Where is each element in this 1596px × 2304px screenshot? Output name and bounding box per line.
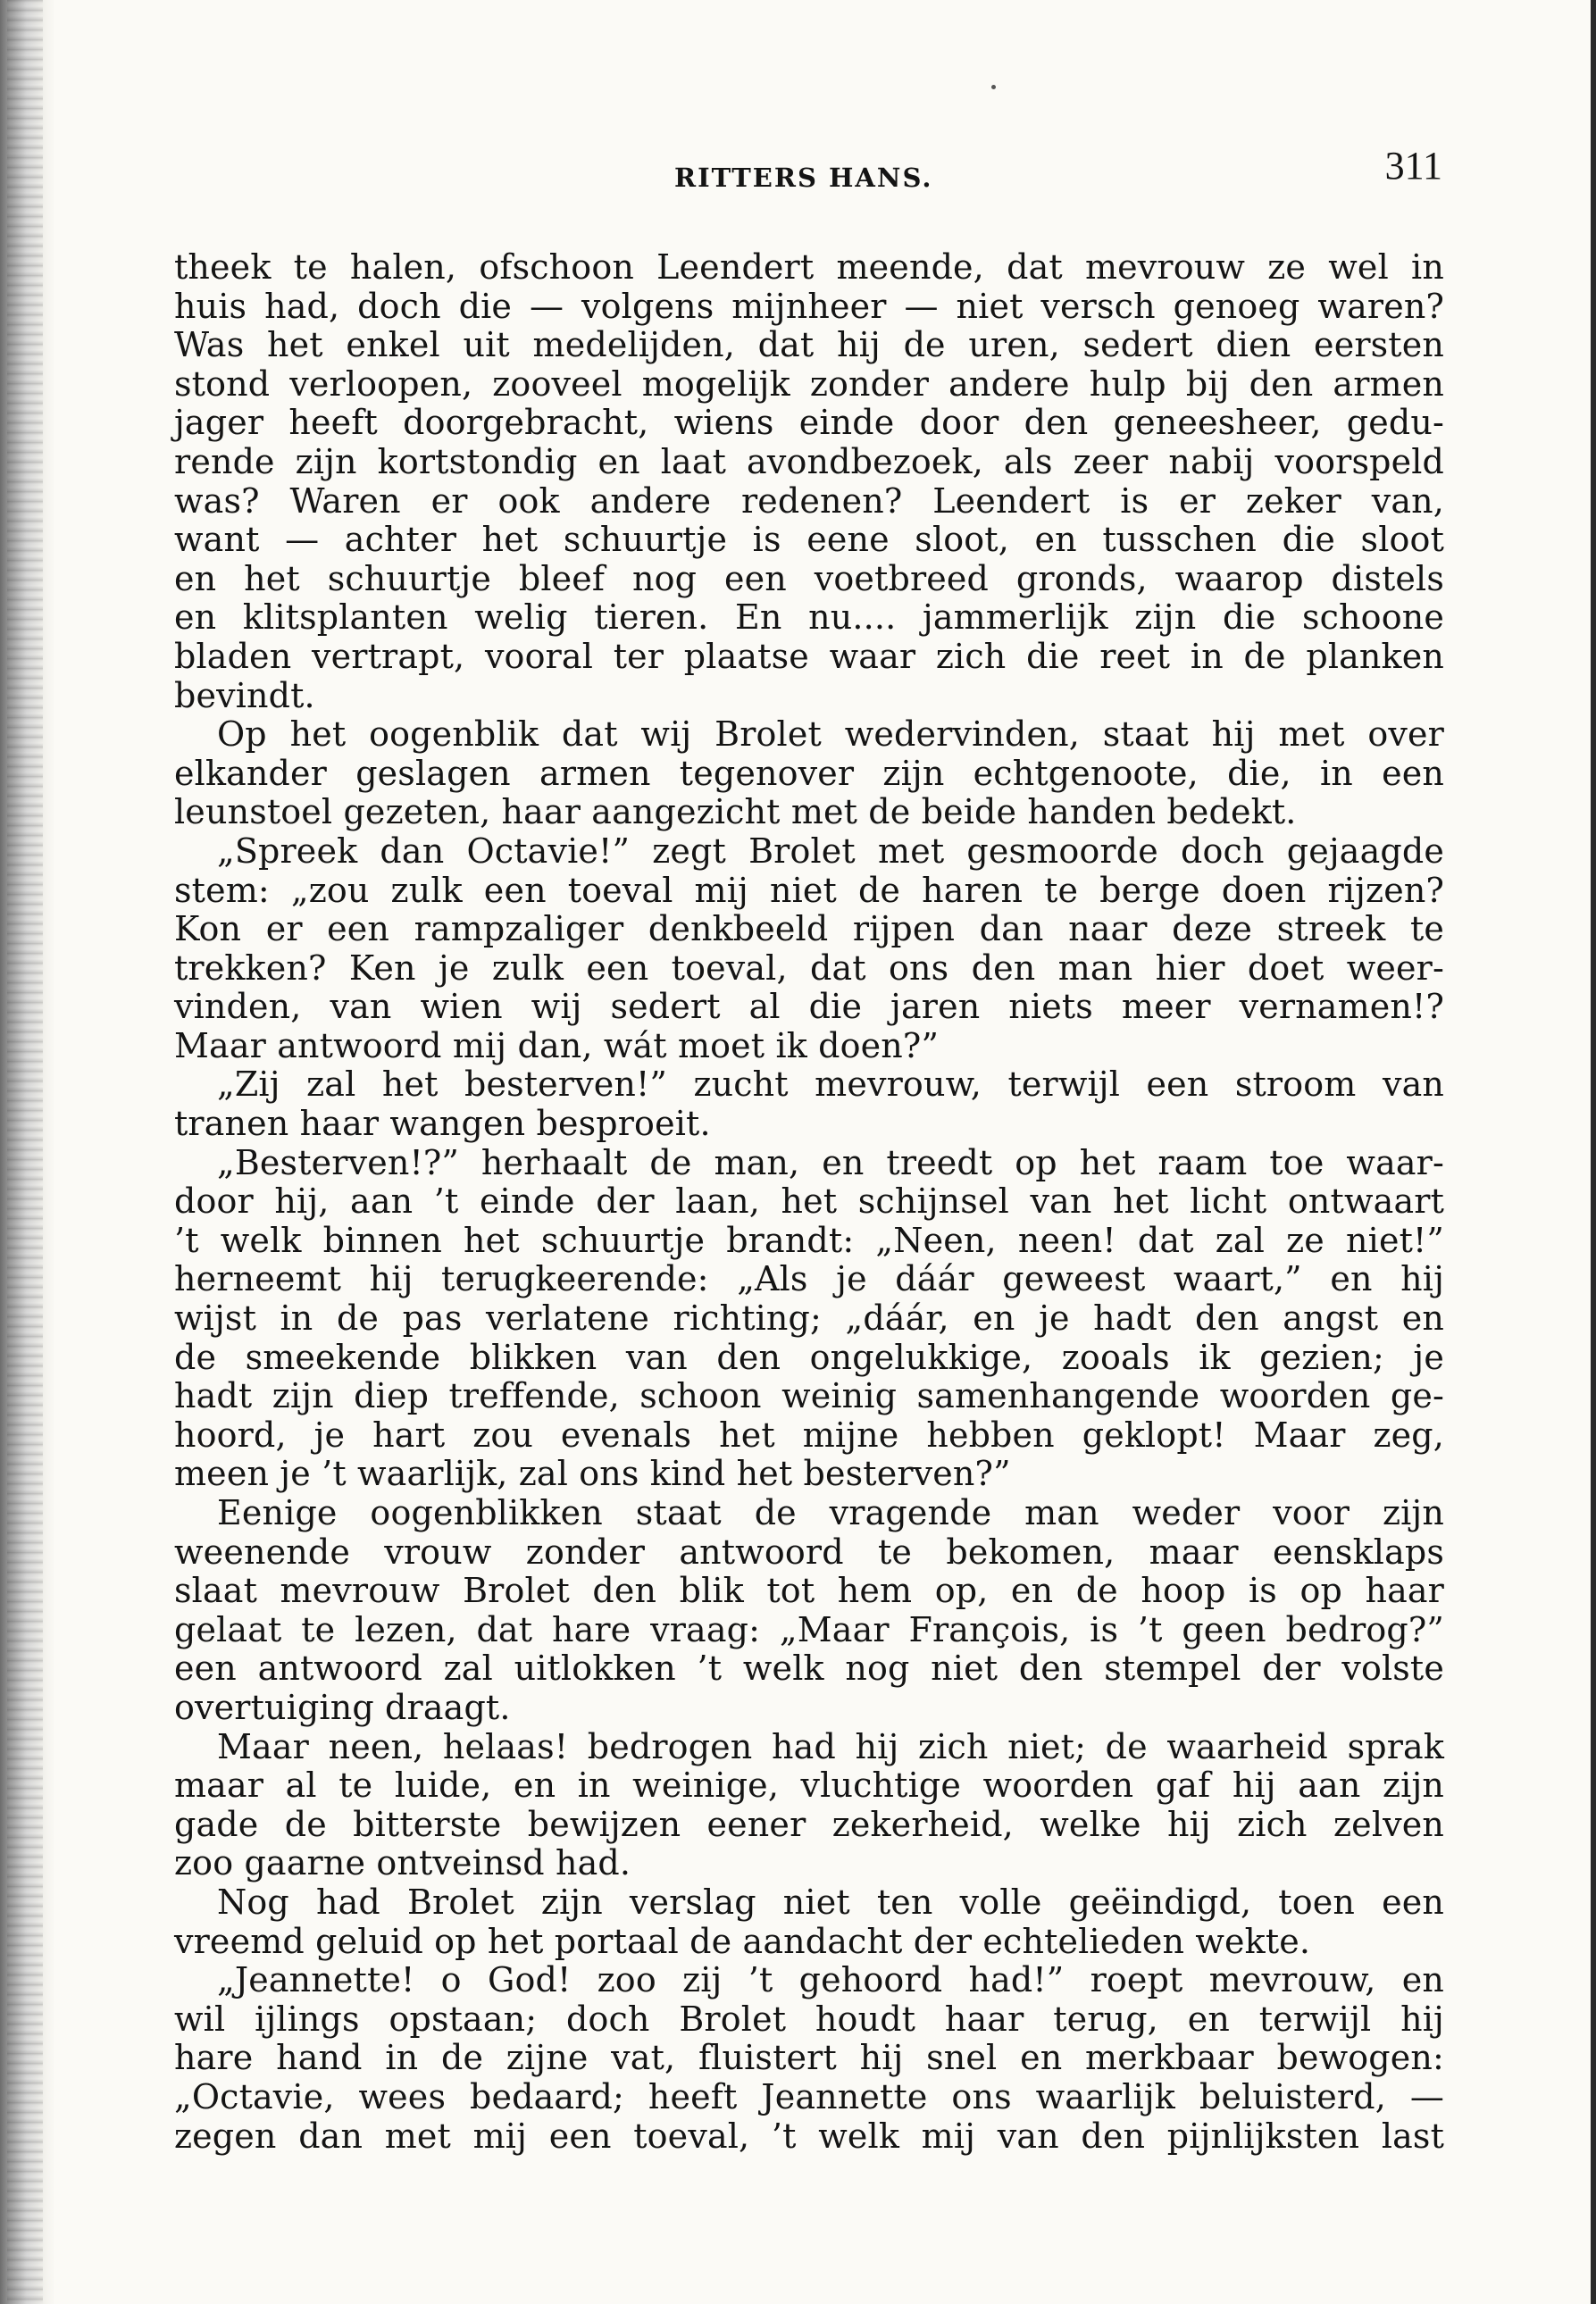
text-line: weenende vrouw zonder antwoord te bekomen, maar eensklaps — [174, 1532, 1444, 1572]
text-line: vreemd geluid op het portaal de aandacht der echtelieden wekte. — [174, 1921, 1311, 1961]
text-line: ’t welk binnen het schuurtje brandt: „Neen, neen! dat zal ze niet!” — [174, 1220, 1444, 1260]
text-line: hare hand in de zijne vat, fluistert hij snel en merkbaar bewogen: — [174, 2038, 1444, 2078]
body-text — [174, 248, 1444, 2156]
print-speck — [991, 85, 996, 89]
text-line: zoo gaarne ontveinsd had. — [174, 1843, 631, 1883]
text-line: huis had, doch die — volgens mijnheer — niet versch genoeg waren? — [174, 286, 1444, 326]
text-line: bladen vertrapt, vooral ter plaatse waar zich die reet in de planken — [174, 636, 1444, 676]
text-line: tranen haar wangen besproeit. — [174, 1104, 711, 1144]
text-line: en klitsplanten welig tieren. En nu.... jammerlijk zijn die schoone — [174, 597, 1444, 638]
text-line: „Zij zal het besterven!” zucht mevrouw, terwijl een stroom van — [217, 1064, 1444, 1105]
text-line: Kon er een rampzaliger denkbeeld rijpen dan naar deze streek te — [174, 909, 1444, 949]
text-line: theek te halen, ofschoon Leendert meende, dat mevrouw ze wel in — [174, 247, 1444, 287]
page-edge — [1591, 0, 1596, 2304]
text-line: en het schuurtje bleef nog een voetbreed gronds, waarop distels — [174, 558, 1444, 598]
text-line: Nog had Brolet zijn verslag niet ten volle geëindigd, toen een — [217, 1882, 1444, 1922]
text-line: „Besterven!?” herhaalt de man, en treedt op het raam toe waar- — [217, 1142, 1444, 1182]
text-line: hadt zijn diep treffende, schoon weinig samenhangende woorden ge- — [174, 1376, 1444, 1416]
text-line: elkander geslagen armen tegenover zijn echtgenoote, die, in een — [174, 753, 1444, 793]
text-line: Maar antwoord mij dan, wát moet ik doen?” — [174, 1025, 940, 1065]
text-line: stond verloopen, zooveel mogelijk zonder andere hulp bij den armen — [174, 363, 1444, 404]
text-line: „Spreek dan Octavie!” zegt Brolet met gesmoorde doch gejaagde — [217, 831, 1444, 871]
text-line: wil ijlings opstaan; doch Brolet houdt haar terug, en terwijl hij — [174, 1999, 1444, 2039]
spine-scan-noise — [7, 0, 43, 2304]
text-line: gelaat te lezen, dat hare vraag: „Maar François, is ’t geen bedrog?” — [174, 1609, 1444, 1649]
text-line: een antwoord zal uitlokken ’t welk nog niet den stempel der volste — [174, 1649, 1444, 1689]
text-line: Maar neen, helaas! bedrogen had hij zich niet; de waarheid sprak — [217, 1726, 1444, 1766]
text-line: jager heeft doorgebracht, wiens einde door den geneesheer, gedu- — [174, 403, 1444, 443]
text-line: meen je ’t waarlijk, zal ons kind het besterven?” — [174, 1454, 1011, 1494]
text-line: trekken? Ken je zulk een toeval, dat ons den man hier doet weer- — [174, 947, 1444, 988]
text-line: rende zijn kortstondig en laat avondbezoek, als zeer nabij voorspeld — [174, 441, 1444, 481]
text-line: vinden, van wien wij sedert al die jaren niets meer vernamen!? — [174, 987, 1444, 1027]
text-line: herneemt hij terugkeerende: „Als je dáár geweest waart,” en hij — [174, 1259, 1444, 1299]
text-line: hoord, je hart zou evenals het mijne hebben geklopt! Maar zeg, — [174, 1415, 1444, 1455]
text-line: Was het enkel uit medelijden, dat hij de uren, sedert dien eersten — [174, 325, 1444, 365]
text-line: bevindt. — [174, 675, 315, 715]
text-line: slaat mevrouw Brolet den blik tot hem op, en de hoop is op haar — [174, 1571, 1444, 1611]
text-line: want — achter het schuurtje is eene sloot, en tusschen die sloot — [174, 520, 1444, 560]
text-line: „Jeannette! o God! zoo zij ’t gehoord had!” roept mevrouw, en — [217, 1960, 1444, 2000]
text-line: de smeekende blikken van den ongelukkige, zooals ik gezien; je — [174, 1337, 1444, 1377]
page-number: 311 — [1384, 144, 1442, 188]
text-line: Eenige oogenblikken staat de vragende man weder voor zijn — [217, 1493, 1444, 1532]
text-line: leunstoel gezeten, haar aangezicht met de beide handen bedekt. — [174, 792, 1297, 832]
text-line: „Octavie, wees bedaard; heeft Jeannette ons waarlijk beluisterd, — — [174, 2076, 1444, 2116]
text-line: door hij, aan ’t einde der laan, het schijnsel van het licht ontwaart — [174, 1181, 1444, 1222]
text-line: zegen dan met mij een toeval, ’t welk mij van den pijnlijksten last — [174, 2116, 1444, 2156]
page-header — [174, 143, 1442, 205]
text-line: wijst in de pas verlatene richting; „dáár, en je hadt den angst en — [174, 1298, 1444, 1339]
text-line: Op het oogenblik dat wij Brolet wedervinden, staat hij met over — [217, 714, 1444, 755]
running-title: RITTERS HANS. — [674, 163, 933, 193]
text-line: overtuiging draagt. — [174, 1687, 511, 1727]
text-line: was? Waren er ook andere redenen? Leendert is er zeker van, — [174, 480, 1444, 521]
text-line: stem: „zou zulk een toeval mij niet de haren te berge doen rijzen? — [174, 870, 1444, 910]
text-line: gade de bitterste bewijzen eener zekerheid, welke hij zich zelven — [174, 1804, 1444, 1844]
text-line: maar al te luide, en in weinige, vluchtige woorden gaf hij aan zijn — [174, 1766, 1444, 1806]
